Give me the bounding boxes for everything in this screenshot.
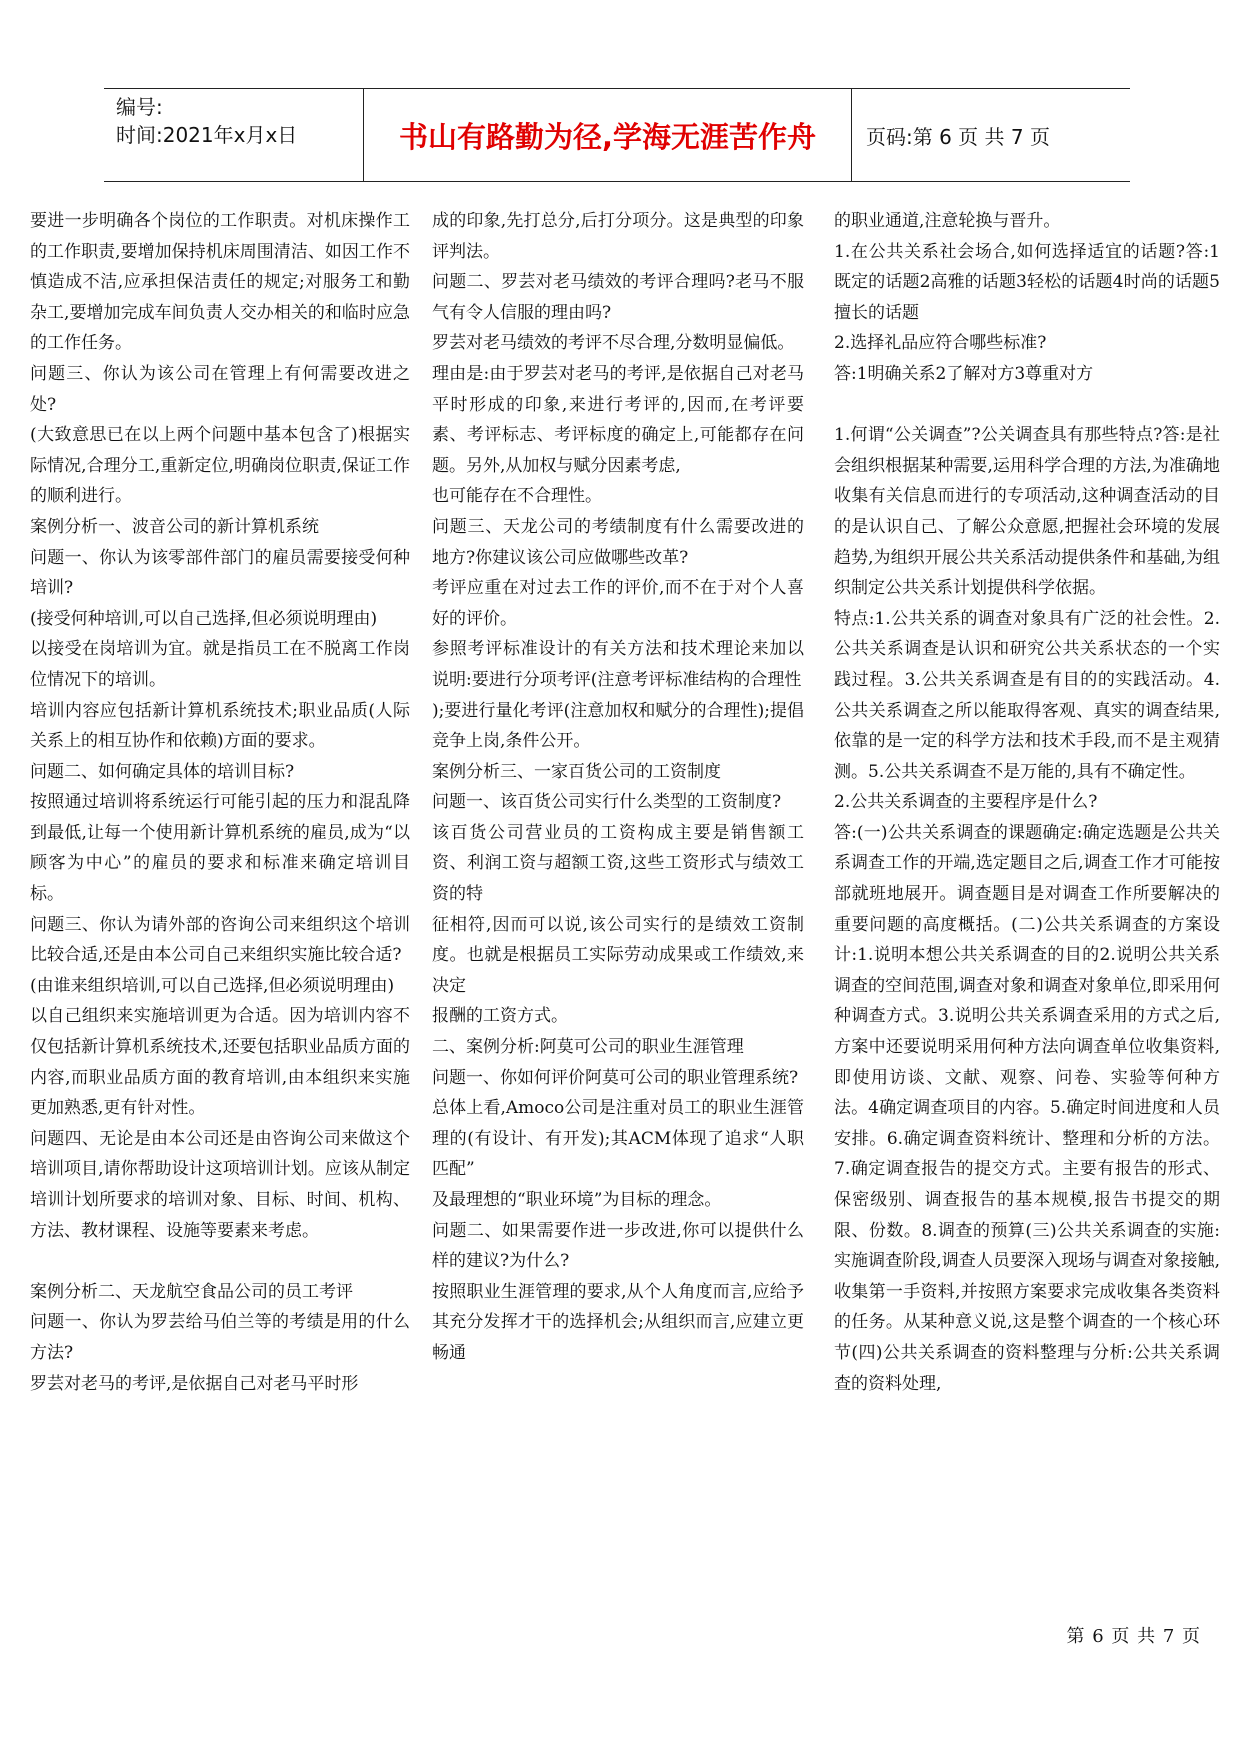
paragraph: 要进一步明确各个岗位的工作职责。对机床操作工的工作职责,要增加保持机床周围清洁、如因工作不慎造成不洁,应承担保洁责任的规定;对服务工和勤杂工,要增加完成车间负责人交办相关的和临时应急的工作任务。 bbox=[30, 211, 410, 354]
paragraph: 以自己组织来实施培训更为合适。因为培训内容不仅包括新计算机系统技术,还要包括职业品质方面的内容,而职业品质方面的教育培训,由本组织来实施更加熟悉,更有针对性。 bbox=[30, 1006, 410, 1119]
paragraph: 也可能存在不合理性。 bbox=[432, 486, 602, 507]
paragraph: 考评应重在对过去工作的评价,而不在于对个人喜好的评价。 bbox=[432, 578, 804, 629]
paragraph: 问题一、你如何评价阿莫可公司的职业管理系统? bbox=[432, 1067, 799, 1088]
paragraph: 问题三、天龙公司的考绩制度有什么需要改进的地方?你建议该公司应做哪些改革? bbox=[432, 516, 804, 568]
text-column-3 bbox=[834, 206, 1220, 1399]
page-header bbox=[104, 88, 1130, 182]
paragraph: 问题二、罗芸对老马绩效的考评合理吗?老马不服气有令人信服的理由吗? bbox=[432, 272, 804, 323]
paragraph: 问题二、如果需要作进一步改进,你可以提供什么样的建议?为什么? bbox=[432, 1220, 804, 1272]
paragraph: 问题一、你认为该零部件部门的雇员需要接受何种培训? bbox=[30, 547, 410, 599]
motto-text: 书山有路勤为径,学海无涯苦作舟 bbox=[398, 119, 817, 154]
paragraph: 案例分析三、一家百货公司的工资制度 bbox=[432, 761, 721, 782]
paragraph: 理由是:由于罗芸对老马的考评,是依据自己对老马平时形成的印象,来进行考评的,因而,在考评要素、考评标志、考评标度的确定上,可能都存在问题。另外,从加权与赋分因素考虑, bbox=[432, 363, 804, 476]
paragraph: 罗芸对老马的考评,是依据自己对老马平时形 bbox=[30, 1373, 359, 1394]
paragraph: 按照通过培训将系统运行可能引起的压力和混乱降到最低,让每一个使用新计算机系统的雇员,成为“以顾客为中心”的雇员的要求和标准来确定培训目标。 bbox=[30, 792, 410, 905]
paragraph: 答:1明确关系2了解对方3尊重对方 bbox=[834, 363, 1094, 384]
paragraph: 成的印象,先打总分,后打分项分。这是典型的印象评判法。 bbox=[432, 211, 804, 262]
paragraph: 二、案例分析:阿莫可公司的职业生涯管理 bbox=[432, 1037, 744, 1058]
paragraph: (大致意思已在以上两个问题中基本包含了)根据实际情况,合理分工,重新定位,明确岗位职责,保证工作的顺利进行。 bbox=[30, 425, 410, 507]
paragraph bbox=[834, 390, 1220, 421]
paragraph: 答:(一)公共关系调查的课题确定:确定选题是公共关系调查工作的开端,选定题目之后,调查工作才可能按部就班地展开。调查题目是对调查工作所要解决的重要问题的高度概括。(二)公共关系调查的方案设计:1.说明本想公共关系调查的目的2.说明公共关系调查的空间范围,调查对象和调查对象单位,即采用何种调查方式。3.说明公共关系调查采用的方式之后,方案中还要说明采用何种方法向调查单位收集资料,即使用访谈、文献、观察、问卷、实验等何种方法。4确定调查项目的内容。5.确定时间进度和人员安排。6.确定调查资料统计、整理和分析的方法。7.确定调查报告的提交方式。主要有报告的形式、保密级别、调查报告的基本规模,报告书提交的期限、份数。8.调查的预算(三)公共关系调查的实施:实施调查阶段,调查人员要深入现场与调查对象接触,收集第一手资料,并按照方案要求完成收集各类资料的任务。从某种意义说,这是整个调查的一个核心环节(四)公共关系调查的资料整理与分析:公共关系调查的资料处理, bbox=[834, 822, 1220, 1394]
text-column-1 bbox=[30, 206, 410, 1399]
paragraph: 问题二、如何确定具体的培训目标? bbox=[30, 761, 295, 782]
header-motto bbox=[364, 89, 852, 181]
paragraph: 及最理想的“职业环境”为目标的理念。 bbox=[432, 1190, 722, 1210]
paragraph: 问题一、该百货公司实行什么类型的工资制度? bbox=[432, 792, 782, 813]
page-footer: 第 6 页 共 7 页 bbox=[1066, 1626, 1201, 1647]
header-meta bbox=[104, 89, 364, 181]
paragraph: 2.公共关系调查的主要程序是什么? bbox=[834, 792, 1098, 813]
paragraph: (由谁来组织培训,可以自己选择,但必须说明理由) bbox=[30, 975, 395, 996]
text-column-2 bbox=[432, 206, 804, 1369]
header-page-info bbox=[852, 89, 1130, 181]
paragraph: 1.在公共关系社会场合,如何选择适宜的话题?答:1既定的话题2高雅的话题3轻松的话题4时尚的话题5擅长的话题 bbox=[834, 241, 1220, 323]
paragraph: 该百货公司营业员的工资构成主要是销售额工资、利润工资与超额工资,这些工资形式与绩效工资的特 bbox=[432, 822, 804, 905]
paragraph: 以接受在岗培训为宜。就是指员工在不脱离工作岗位情况下的培训。 bbox=[30, 639, 410, 690]
paragraph: 罗芸对老马绩效的考评不尽合理,分数明显偏低。 bbox=[432, 333, 795, 354]
paragraph: 的职业通道,注意轮换与晋升。 bbox=[834, 211, 1061, 231]
paragraph: 总体上看,Amoco公司是注重对员工的职业生涯管理的(有设计、有开发);其ACM体现了追求“人职匹配” bbox=[432, 1098, 804, 1180]
paragraph: (接受何种培训,可以自己选择,但必须说明理由) bbox=[30, 608, 378, 629]
paragraph: 培训内容应包括新计算机系统技术;职业品质(人际关系上的相互协作和依赖)方面的要求。 bbox=[30, 700, 410, 752]
paragraph: 1.何谓“公关调查”?公关调查具有那些特点?答:是社会组织根据某种需要,运用科学合理的方法,为准确地收集有关信息而进行的专项活动,这种调查活动的目的是认识自己、了解公众意愿,把握社会环境的发展趋势,为组织开展公共关系活动提供条件和基础,为组织制定公共关系计划提供科学依据。 bbox=[834, 425, 1220, 599]
paragraph: 问题四、无论是由本公司还是由咨询公司来做这个培训项目,请你帮助设计这项培训计划。应该从制定培训计划所要求的培训对象、目标、时间、机构、方法、教材课程、设施等要素来考虑。 bbox=[30, 1128, 410, 1241]
paragraph: );要进行量化考评(注意加权和赋分的合理性);提倡竞争上岗,条件公开。 bbox=[432, 700, 804, 752]
paragraph: 参照考评标准设计的有关方法和技术理论来加以说明:要进行分项考评(注意考评标准结构的合理性 bbox=[432, 639, 804, 690]
paragraph: 案例分析二、天龙航空食品公司的员工考评 bbox=[30, 1281, 353, 1302]
paragraph: 问题一、你认为罗芸给马伯兰等的考绩是用的什么方法? bbox=[30, 1312, 410, 1363]
paragraph: 2.选择礼品应符合哪些标准? bbox=[834, 333, 1047, 354]
paragraph bbox=[30, 1246, 410, 1277]
paragraph: 案例分析一、波音公司的新计算机系统 bbox=[30, 516, 319, 537]
document-number-label: 编号: bbox=[116, 95, 163, 119]
paragraph: 按照职业生涯管理的要求,从个人角度而言,应给予其充分发挥才干的选择机会;从组织而言,应建立更畅通 bbox=[432, 1281, 804, 1363]
paragraph: 征相符,因而可以说,该公司实行的是绩效工资制度。也就是根据员工实际劳动成果或工作绩效,来决定 bbox=[432, 914, 804, 996]
paragraph: 问题三、你认为请外部的咨询公司来组织这个培训比较合适,还是由本公司自己来组织实施比较合适? bbox=[30, 914, 410, 966]
page-number-label: 页码:第 6 页 共 7 页 bbox=[866, 124, 1050, 149]
paragraph: 报酬的工资方式。 bbox=[432, 1006, 568, 1027]
paragraph: 特点:1.公共关系的调查对象具有广泛的社会性。2.公共关系调查是认识和研究公共关系状态的一个实践过程。3.公共关系调查是有目的的实践活动。4.公共关系调查之所以能取得客观、真实的调查结果,依靠的是一定的科学方法和技术手段,而不是主观猜测。5.公共关系调查不是万能的,具有不确定性。 bbox=[834, 608, 1220, 782]
paragraph: 问题三、你认为该公司在管理上有何需要改进之处? bbox=[30, 363, 410, 415]
document-time-label: 时间:2021年x月x日 bbox=[116, 123, 298, 147]
